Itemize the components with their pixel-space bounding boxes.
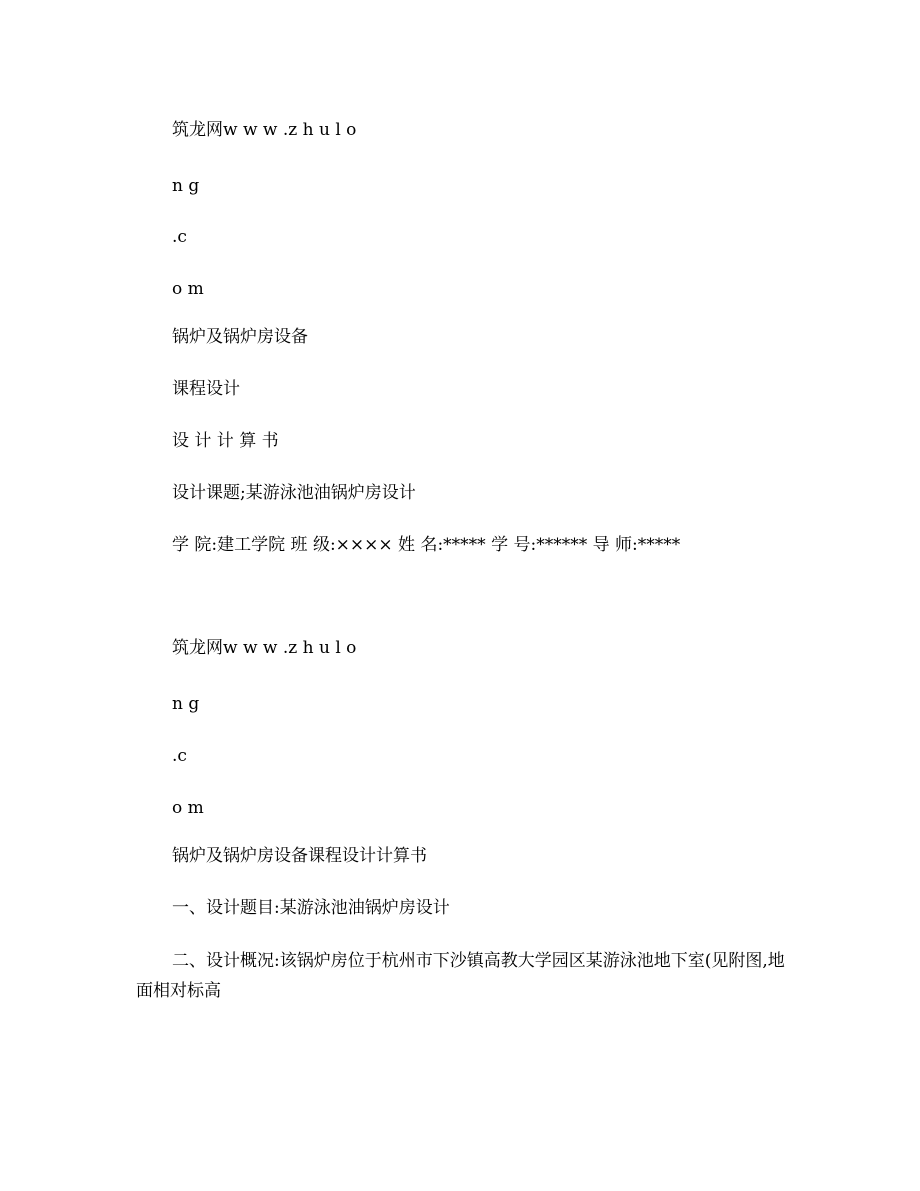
- cover-title-line-2: 课程设计: [172, 379, 240, 399]
- site-watermark-line-1b: 筑龙网w w w .z h u l o: [172, 638, 357, 658]
- site-watermark-line-3b: .c: [172, 746, 187, 766]
- site-watermark-line-4: o m: [172, 279, 204, 299]
- site-watermark-line-4b: o m: [172, 798, 204, 818]
- section-1-design-topic: 一、设计题目:某游泳池油锅炉房设计: [172, 898, 450, 918]
- document-title: 锅炉及锅炉房设备课程设计计算书: [172, 846, 427, 866]
- site-watermark-line-1: 筑龙网w w w .z h u l o: [172, 120, 357, 140]
- cover-subject: 设计课题;某游泳池油锅炉房设计: [172, 483, 416, 503]
- section-2-design-overview: 二、设计概况:该锅炉房位于杭州市下沙镇高教大学园区某游泳池地下室(见附图,地面相对标高: [136, 951, 785, 1001]
- cover-title-line-3: 设 计 计 算 书: [172, 431, 279, 451]
- site-watermark-line-2: n g: [172, 176, 200, 196]
- site-watermark-line-3: .c: [172, 227, 187, 247]
- cover-title-line-1: 锅炉及锅炉房设备: [172, 327, 308, 347]
- cover-student-info: 学 院:建工学院 班 级:×××× 姓 名:***** 学 号:****** 导 师:*****: [172, 535, 681, 555]
- site-watermark-line-2b: n g: [172, 694, 200, 714]
